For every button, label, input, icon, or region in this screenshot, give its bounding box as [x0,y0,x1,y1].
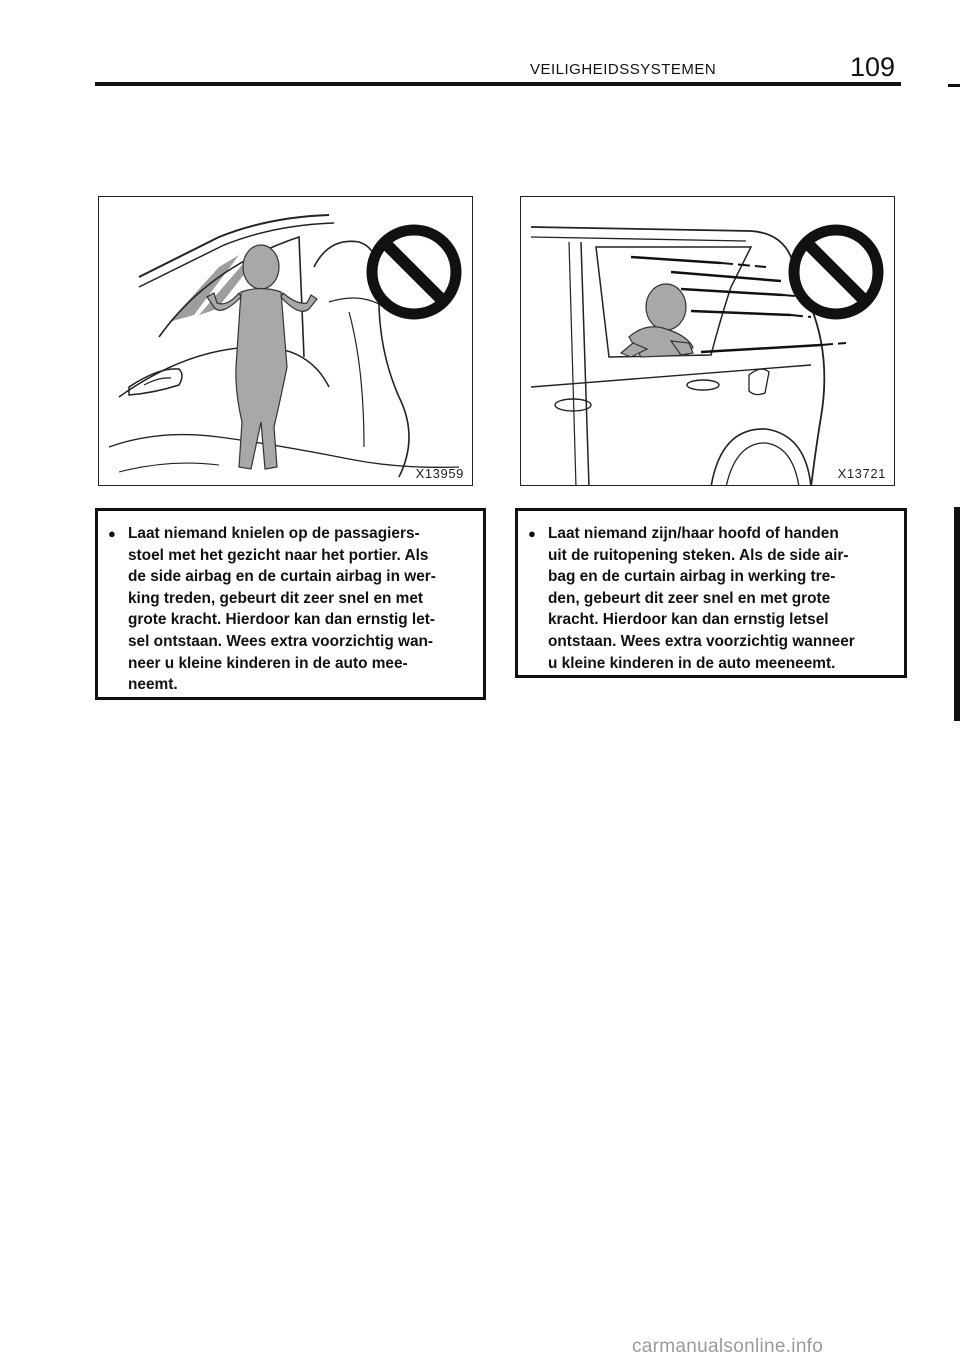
warning-line: king treden, gebeurt dit zeer snel en met [128,589,424,607]
warning-line: kracht. Hierdoor kan dan ernstig letsel [548,611,829,629]
figure-head-out-window [520,196,895,486]
head-out-window-illustration [521,197,895,486]
warning-line: bag en de curtain airbag in werking tre- [548,568,836,586]
warning-box-window [515,508,907,678]
warning-line: neemt. [128,676,178,694]
header-edge-mark [948,84,960,87]
watermark: carmanualsonline.info [632,1336,824,1357]
kneeling-passenger-illustration [99,197,473,486]
warning-line: stoel met het gezicht naar het portier. Als [128,546,429,564]
warning-line: uit de ruitopening steken. Als de side air- [548,546,849,564]
warning-box-kneeling [95,508,486,700]
figure-code: X13959 [415,466,464,481]
prohibition-icon [372,230,456,314]
chapter-side-tab [954,507,960,721]
warning-line: u kleine kinderen in de auto meeneemt. [548,654,836,672]
warning-line: den, gebeurt dit zeer snel en met grote [548,589,831,607]
section-title: VEILIGHEIDSSYSTEMEN [530,61,717,78]
warning-line: Laat niemand knielen op de passagiers- [128,525,420,542]
warning-line: neer u kleine kinderen in de auto mee- [128,654,408,672]
warning-line: sel ontstaan. Wees extra voorzichtig wan- [128,632,434,650]
bullet-icon: ● [108,526,116,541]
bullet-icon: ● [528,526,536,541]
warning-line: ontstaan. Wees extra voorzichtig wanneer [548,632,855,650]
warning-line: Laat niemand zijn/haar hoofd of handen [548,525,839,542]
header-rule [95,82,901,86]
page-number: 109 [850,52,896,82]
figure-code: X13721 [837,466,886,481]
figure-kneeling-passenger [98,196,473,486]
prohibition-icon [794,230,878,314]
warning-line: grote kracht. Hierdoor kan dan ernstig let- [128,611,436,629]
warning-line: de side airbag en de curtain airbag in wer- [128,568,436,586]
